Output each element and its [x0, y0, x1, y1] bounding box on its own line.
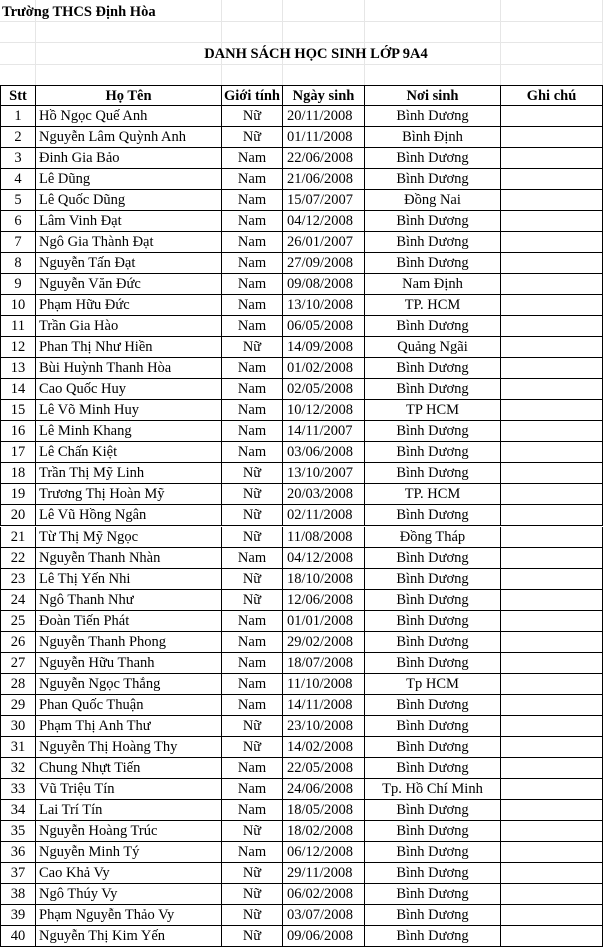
- notes-cell: [501, 316, 603, 337]
- notes-cell: [501, 779, 603, 800]
- gender-cell: Nam: [222, 358, 283, 379]
- birthdate-cell: 21/06/2008: [283, 169, 365, 190]
- table-row: [0, 232, 604, 253]
- header-stt: Stt: [0, 85, 36, 106]
- stt-cell: 3: [0, 148, 36, 169]
- birthplace-cell: Bình Dương: [365, 548, 501, 569]
- birthplace-cell: Bình Dương: [365, 653, 501, 674]
- header-birthdate: Ngày sinh: [283, 85, 365, 106]
- gender-cell: Nam: [222, 674, 283, 695]
- birthdate-cell: 13/10/2008: [283, 295, 365, 316]
- name-cell: Phan Thị Như Hiền: [36, 337, 222, 358]
- notes-cell: [501, 295, 603, 316]
- table-row: [0, 716, 604, 737]
- birthplace-cell: Bình Dương: [365, 211, 501, 232]
- birthplace-cell: Bình Dương: [365, 821, 501, 842]
- gender-cell: Nam: [222, 653, 283, 674]
- birthplace-cell: Bình Dương: [365, 569, 501, 590]
- birthdate-cell: 01/11/2008: [283, 127, 365, 148]
- name-cell: Nguyễn Hữu Thanh: [36, 653, 222, 674]
- table-row: [0, 442, 604, 463]
- stt-cell: 22: [0, 548, 36, 569]
- name-cell: Nguyễn Minh Tý: [36, 842, 222, 863]
- gender-cell: Nam: [222, 274, 283, 295]
- birthdate-cell: 18/05/2008: [283, 800, 365, 821]
- name-cell: Lê Võ Minh Huy: [36, 400, 222, 421]
- gender-cell: Nữ: [222, 884, 283, 905]
- name-cell: Nguyễn Văn Đức: [36, 274, 222, 295]
- name-cell: Đoàn Tiến Phát: [36, 611, 222, 632]
- table-row: [0, 674, 604, 695]
- list-title: DANH SÁCH HỌC SINH LỚP 9A4: [204, 46, 428, 62]
- name-cell: Trần Gia Hào: [36, 316, 222, 337]
- birthplace-cell: Bình Dương: [365, 632, 501, 653]
- stt-cell: 30: [0, 716, 36, 737]
- header-name: Họ Tên: [36, 85, 222, 106]
- table-row: [0, 253, 604, 274]
- birthplace-cell: Tp. Hồ Chí Minh: [365, 779, 501, 800]
- name-cell: Lai Trí Tín: [36, 800, 222, 821]
- notes-cell: [501, 211, 603, 232]
- birthdate-cell: 14/11/2008: [283, 695, 365, 716]
- name-cell: Phạm Nguyễn Thảo Vy: [36, 905, 222, 926]
- name-cell: Trương Thị Hoàn Mỹ: [36, 484, 222, 505]
- gender-cell: Nam: [222, 400, 283, 421]
- table-row: [0, 695, 604, 716]
- birthdate-cell: 22/05/2008: [283, 758, 365, 779]
- birthdate-cell: 03/06/2008: [283, 442, 365, 463]
- stt-cell: 15: [0, 400, 36, 421]
- notes-cell: [501, 800, 603, 821]
- birthplace-cell: Bình Định: [365, 127, 501, 148]
- gender-cell: Nữ: [222, 505, 283, 526]
- table-row: [0, 148, 604, 169]
- table-row: [0, 926, 604, 947]
- birthdate-cell: 01/02/2008: [283, 358, 365, 379]
- birthplace-cell: Bình Dương: [365, 611, 501, 632]
- birthplace-cell: Tp HCM: [365, 674, 501, 695]
- birthdate-cell: 18/02/2008: [283, 821, 365, 842]
- name-cell: Cao Quốc Huy: [36, 379, 222, 400]
- notes-cell: [501, 421, 603, 442]
- table-row: [0, 358, 604, 379]
- stt-cell: 29: [0, 695, 36, 716]
- birthdate-cell: 20/03/2008: [283, 484, 365, 505]
- birthplace-cell: Đồng Tháp: [365, 527, 501, 548]
- gender-cell: Nữ: [222, 863, 283, 884]
- birthplace-cell: Bình Dương: [365, 905, 501, 926]
- birthplace-cell: Bình Dương: [365, 695, 501, 716]
- school-name: Trường THCS Định Hòa: [2, 4, 156, 20]
- notes-cell: [501, 274, 603, 295]
- gender-cell: Nam: [222, 842, 283, 863]
- birthdate-cell: 03/07/2008: [283, 905, 365, 926]
- stt-cell: 11: [0, 316, 36, 337]
- notes-cell: [501, 127, 603, 148]
- name-cell: Nguyễn Thị Kim Yến: [36, 926, 222, 947]
- gender-cell: Nam: [222, 295, 283, 316]
- name-cell: Lê Chấn Kiệt: [36, 442, 222, 463]
- stt-cell: 39: [0, 905, 36, 926]
- stt-cell: 1: [0, 106, 36, 127]
- birthplace-cell: Bình Dương: [365, 358, 501, 379]
- gender-cell: Nữ: [222, 484, 283, 505]
- notes-cell: [501, 337, 603, 358]
- name-cell: Phan Quốc Thuận: [36, 695, 222, 716]
- gender-cell: Nam: [222, 211, 283, 232]
- gender-cell: Nữ: [222, 821, 283, 842]
- notes-cell: [501, 842, 603, 863]
- notes-cell: [501, 884, 603, 905]
- birthdate-cell: 14/02/2008: [283, 737, 365, 758]
- birthplace-cell: Bình Dương: [365, 863, 501, 884]
- name-cell: Nguyễn Thanh Nhàn: [36, 548, 222, 569]
- stt-cell: 28: [0, 674, 36, 695]
- birthplace-cell: Bình Dương: [365, 800, 501, 821]
- birthplace-cell: Bình Dương: [365, 842, 501, 863]
- name-cell: Chung Nhựt Tiến: [36, 758, 222, 779]
- table-row: [0, 611, 604, 632]
- notes-cell: [501, 148, 603, 169]
- table-row: [0, 590, 604, 611]
- birthplace-cell: Bình Dương: [365, 148, 501, 169]
- gender-cell: Nam: [222, 232, 283, 253]
- notes-cell: [501, 527, 603, 548]
- notes-cell: [501, 611, 603, 632]
- name-cell: Ngô Thanh Như: [36, 590, 222, 611]
- table-row: [0, 400, 604, 421]
- notes-cell: [501, 821, 603, 842]
- birthdate-cell: 26/01/2007: [283, 232, 365, 253]
- birthdate-cell: 27/09/2008: [283, 253, 365, 274]
- sheet-row-blank: [0, 65, 604, 86]
- birthplace-cell: Bình Dương: [365, 884, 501, 905]
- notes-cell: [501, 737, 603, 758]
- birthplace-cell: Bình Dương: [365, 590, 501, 611]
- stt-cell: 40: [0, 926, 36, 947]
- gender-cell: Nữ: [222, 127, 283, 148]
- gender-cell: Nữ: [222, 737, 283, 758]
- birthdate-cell: 24/06/2008: [283, 779, 365, 800]
- stt-cell: 9: [0, 274, 36, 295]
- table-row: [0, 316, 604, 337]
- name-cell: Nguyễn Hoàng Trúc: [36, 821, 222, 842]
- notes-cell: [501, 442, 603, 463]
- table-row: [0, 884, 604, 905]
- stt-cell: 32: [0, 758, 36, 779]
- table-row: [0, 421, 604, 442]
- name-cell: Lê Quốc Dũng: [36, 190, 222, 211]
- birthdate-cell: 11/10/2008: [283, 674, 365, 695]
- notes-cell: [501, 926, 603, 947]
- stt-cell: 36: [0, 842, 36, 863]
- stt-cell: 34: [0, 800, 36, 821]
- notes-cell: [501, 463, 603, 484]
- birthplace-cell: Bình Dương: [365, 758, 501, 779]
- name-cell: Lâm Vinh Đạt: [36, 211, 222, 232]
- stt-cell: 16: [0, 421, 36, 442]
- table-row: [0, 800, 604, 821]
- gender-cell: Nữ: [222, 590, 283, 611]
- birthplace-cell: Bình Dương: [365, 926, 501, 947]
- table-row: [0, 737, 604, 758]
- notes-cell: [501, 169, 603, 190]
- birthdate-cell: 09/08/2008: [283, 274, 365, 295]
- notes-cell: [501, 484, 603, 505]
- stt-cell: 33: [0, 779, 36, 800]
- birthplace-cell: Bình Dương: [365, 463, 501, 484]
- stt-cell: 6: [0, 211, 36, 232]
- table-row: [0, 548, 604, 569]
- birthdate-cell: 06/05/2008: [283, 316, 365, 337]
- name-cell: Nguyễn Ngọc Thắng: [36, 674, 222, 695]
- name-cell: Bùi Huỳnh Thanh Hòa: [36, 358, 222, 379]
- birthdate-cell: 13/10/2007: [283, 463, 365, 484]
- table-row: [0, 127, 604, 148]
- gender-cell: Nam: [222, 169, 283, 190]
- stt-cell: 13: [0, 358, 36, 379]
- birthdate-cell: 29/11/2008: [283, 863, 365, 884]
- stt-cell: 38: [0, 884, 36, 905]
- table-row: [0, 779, 604, 800]
- stt-cell: 27: [0, 653, 36, 674]
- name-cell: Trần Thị Mỹ Linh: [36, 463, 222, 484]
- birthplace-cell: Bình Dương: [365, 169, 501, 190]
- notes-cell: [501, 400, 603, 421]
- notes-cell: [501, 863, 603, 884]
- table-row: [0, 758, 604, 779]
- birthplace-cell: Nam Định: [365, 274, 501, 295]
- stt-cell: 24: [0, 590, 36, 611]
- notes-cell: [501, 653, 603, 674]
- gender-cell: Nữ: [222, 926, 283, 947]
- stt-cell: 35: [0, 821, 36, 842]
- notes-cell: [501, 632, 603, 653]
- stt-cell: 14: [0, 379, 36, 400]
- birthplace-cell: Bình Dương: [365, 232, 501, 253]
- stt-cell: 31: [0, 737, 36, 758]
- name-cell: Lê Minh Khang: [36, 421, 222, 442]
- name-cell: Nguyễn Thị Hoàng Thy: [36, 737, 222, 758]
- birthdate-cell: 02/05/2008: [283, 379, 365, 400]
- name-cell: Nguyễn Tấn Đạt: [36, 253, 222, 274]
- stt-cell: 23: [0, 569, 36, 590]
- name-cell: Cao Khả Vy: [36, 863, 222, 884]
- birthplace-cell: TP. HCM: [365, 484, 501, 505]
- gender-cell: Nam: [222, 379, 283, 400]
- notes-cell: [501, 674, 603, 695]
- birthplace-cell: Bình Dương: [365, 421, 501, 442]
- table-row: [0, 863, 604, 884]
- gender-cell: Nữ: [222, 569, 283, 590]
- gender-cell: Nam: [222, 758, 283, 779]
- birthdate-cell: 15/07/2007: [283, 190, 365, 211]
- stt-cell: 18: [0, 463, 36, 484]
- stt-cell: 4: [0, 169, 36, 190]
- table-row: [0, 463, 604, 484]
- notes-cell: [501, 106, 603, 127]
- name-cell: Phạm Hữu Đức: [36, 295, 222, 316]
- table-row: [0, 169, 604, 190]
- stt-cell: 25: [0, 611, 36, 632]
- birthdate-cell: 09/06/2008: [283, 926, 365, 947]
- name-cell: Phạm Thị Anh Thư: [36, 716, 222, 737]
- stt-cell: 8: [0, 253, 36, 274]
- stt-cell: 2: [0, 127, 36, 148]
- notes-cell: [501, 758, 603, 779]
- notes-cell: [501, 358, 603, 379]
- notes-cell: [501, 905, 603, 926]
- stt-cell: 19: [0, 484, 36, 505]
- notes-cell: [501, 190, 603, 211]
- name-cell: Vũ Triệu Tín: [36, 779, 222, 800]
- gender-cell: Nam: [222, 421, 283, 442]
- table-row: [0, 653, 604, 674]
- birthdate-cell: 18/07/2008: [283, 653, 365, 674]
- name-cell: Lê Dũng: [36, 169, 222, 190]
- header-birthplace: Nơi sinh: [365, 85, 501, 106]
- name-cell: Nguyễn Thanh Phong: [36, 632, 222, 653]
- stt-cell: 21: [0, 527, 36, 548]
- gender-cell: Nữ: [222, 527, 283, 548]
- birthdate-cell: 29/02/2008: [283, 632, 365, 653]
- birthdate-cell: 04/12/2008: [283, 548, 365, 569]
- notes-cell: [501, 232, 603, 253]
- birthdate-cell: 14/11/2007: [283, 421, 365, 442]
- gender-cell: Nam: [222, 695, 283, 716]
- birthdate-cell: 14/09/2008: [283, 337, 365, 358]
- gender-cell: Nam: [222, 632, 283, 653]
- stt-cell: 37: [0, 863, 36, 884]
- name-cell: Đinh Gia Bảo: [36, 148, 222, 169]
- table-row: [0, 295, 604, 316]
- birthplace-cell: Bình Dương: [365, 442, 501, 463]
- table-row: [0, 190, 604, 211]
- birthplace-cell: Bình Dương: [365, 505, 501, 526]
- table-row: [0, 505, 604, 526]
- birthplace-cell: Quảng Ngãi: [365, 337, 501, 358]
- table-row: [0, 211, 604, 232]
- notes-cell: [501, 505, 603, 526]
- table-row: [0, 274, 604, 295]
- gender-cell: Nam: [222, 800, 283, 821]
- table-row: [0, 632, 604, 653]
- sheet-row-blank: [0, 22, 604, 43]
- stt-cell: 12: [0, 337, 36, 358]
- table-row: [0, 484, 604, 505]
- name-cell: Ngô Thúy Vy: [36, 884, 222, 905]
- table-header-row: [0, 85, 604, 106]
- notes-cell: [501, 569, 603, 590]
- birthdate-cell: 06/12/2008: [283, 842, 365, 863]
- gender-cell: Nam: [222, 148, 283, 169]
- header-gender: Giới tính: [222, 85, 283, 106]
- table-row: [0, 842, 604, 863]
- birthdate-cell: 22/06/2008: [283, 148, 365, 169]
- birthplace-cell: Đồng Nai: [365, 190, 501, 211]
- birthplace-cell: Bình Dương: [365, 253, 501, 274]
- gender-cell: Nam: [222, 316, 283, 337]
- gender-cell: Nam: [222, 779, 283, 800]
- notes-cell: [501, 716, 603, 737]
- birthdate-cell: 02/11/2008: [283, 505, 365, 526]
- birthdate-cell: 20/11/2008: [283, 106, 365, 127]
- notes-cell: [501, 253, 603, 274]
- table-row: [0, 379, 604, 400]
- gender-cell: Nữ: [222, 337, 283, 358]
- birthdate-cell: 23/10/2008: [283, 716, 365, 737]
- table-row: [0, 337, 604, 358]
- name-cell: Lê Thị Yến Nhi: [36, 569, 222, 590]
- stt-cell: 10: [0, 295, 36, 316]
- gender-cell: Nam: [222, 611, 283, 632]
- table-row: [0, 527, 604, 548]
- name-cell: Ngô Gia Thành Đạt: [36, 232, 222, 253]
- birthdate-cell: 11/08/2008: [283, 527, 365, 548]
- birthdate-cell: 18/10/2008: [283, 569, 365, 590]
- table-row: [0, 905, 604, 926]
- notes-cell: [501, 548, 603, 569]
- name-cell: Từ Thị Mỹ Ngọc: [36, 527, 222, 548]
- notes-cell: [501, 695, 603, 716]
- birthplace-cell: Bình Dương: [365, 316, 501, 337]
- table-row: [0, 569, 604, 590]
- name-cell: Nguyễn Lâm Quỳnh Anh: [36, 127, 222, 148]
- birthplace-cell: Bình Dương: [365, 379, 501, 400]
- stt-cell: 26: [0, 632, 36, 653]
- gender-cell: Nữ: [222, 905, 283, 926]
- birthplace-cell: TP. HCM: [365, 295, 501, 316]
- birthdate-cell: 01/01/2008: [283, 611, 365, 632]
- birthplace-cell: Bình Dương: [365, 737, 501, 758]
- birthplace-cell: Bình Dương: [365, 716, 501, 737]
- stt-cell: 7: [0, 232, 36, 253]
- stt-cell: 5: [0, 190, 36, 211]
- birthplace-cell: TP HCM: [365, 400, 501, 421]
- gender-cell: Nam: [222, 253, 283, 274]
- birthdate-cell: 04/12/2008: [283, 211, 365, 232]
- table-row: [0, 106, 604, 127]
- name-cell: Hồ Ngọc Quế Anh: [36, 106, 222, 127]
- gender-cell: Nam: [222, 190, 283, 211]
- gender-cell: Nữ: [222, 716, 283, 737]
- gender-cell: Nam: [222, 442, 283, 463]
- stt-cell: 20: [0, 505, 36, 526]
- gender-cell: Nữ: [222, 106, 283, 127]
- name-cell: Lê Vũ Hồng Ngân: [36, 505, 222, 526]
- birthplace-cell: Bình Dương: [365, 106, 501, 127]
- table-row: [0, 821, 604, 842]
- birthdate-cell: 06/02/2008: [283, 884, 365, 905]
- gender-cell: Nữ: [222, 463, 283, 484]
- birthdate-cell: 12/06/2008: [283, 590, 365, 611]
- birthdate-cell: 10/12/2008: [283, 400, 365, 421]
- notes-cell: [501, 590, 603, 611]
- gender-cell: Nam: [222, 548, 283, 569]
- header-notes: Ghi chú: [501, 85, 603, 106]
- notes-cell: [501, 379, 603, 400]
- stt-cell: 17: [0, 442, 36, 463]
